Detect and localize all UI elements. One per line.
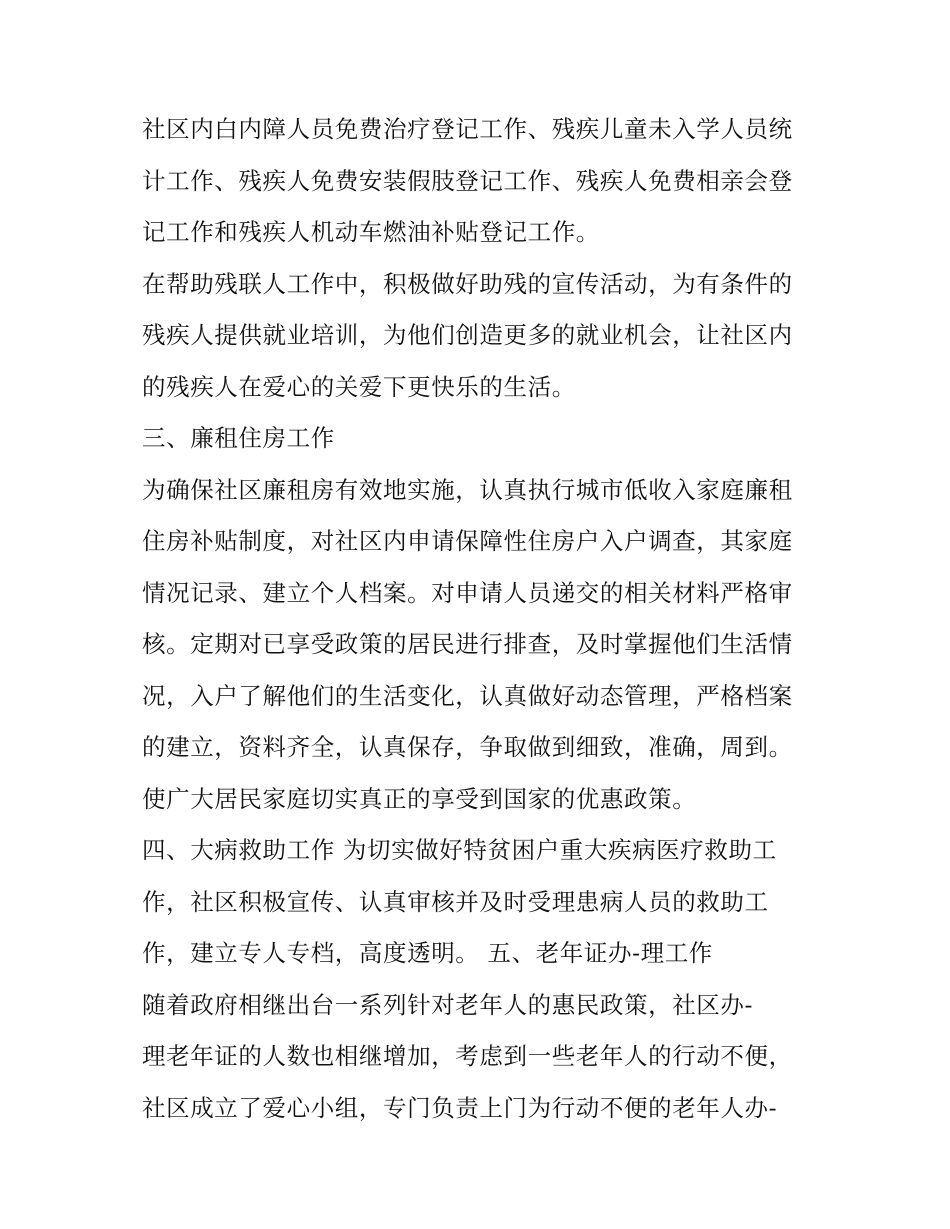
section-heading: 三、廉租住房工作 [142, 424, 335, 452]
text-line: 记工作和残疾人机动车燃油补贴登记工作。 [142, 218, 600, 246]
text-line: 况，入户了解他们的生活变化，认真做好动态管理，严格档案 [142, 681, 793, 710]
document-body [142, 104, 822, 1134]
text-line: 作，建立专人专档，高度透明。 五、老年证办-理工作 [142, 939, 713, 967]
text-line: 作，社区积极宣传、认真审核并及时受理患病人员的救助工 [142, 887, 769, 916]
text-line: 社区成立了爱心小组，专门负责上门为行动不便的老年人办- [142, 1093, 778, 1122]
text-line: 的建立，资料齐全，认真保存，争取做到细致，准确，周到。 [142, 733, 793, 761]
text-line: 社区内白内障人员免费治疗登记工作、残疾儿童未入学人员统 [142, 115, 793, 143]
text-line: 在帮助残联人工作中，积极做好助残的宣传活动，为有条件的 [142, 269, 793, 298]
text-line: 的残疾人在爱心的关爱下更快乐的生活。 [142, 372, 576, 401]
text-line: 使广大居民家庭切实真正的享受到国家的优惠政策。 [142, 784, 697, 813]
text-line: 理老年证的人数也相继增加，考虑到一些老年人的行动不便， [142, 1042, 793, 1070]
text-line: 住房补贴制度，对社区内申请保障性住房户入户调查，其家庭 [142, 527, 793, 555]
text-line: 为确保社区廉租房有效地实施，认真执行城市低收入家庭廉租 [142, 475, 793, 504]
text-line: 计工作、残疾人免费安装假肢登记工作、残疾人免费相亲会登 [142, 166, 793, 195]
text-line: 残疾人提供就业培训，为他们创造更多的就业机会，让社区内 [142, 321, 793, 349]
text-line: 核。定期对已享受政策的居民进行排查，及时掌握他们生活情 [142, 630, 793, 658]
text-line: 情况记录、建立个人档案。对申请人员递交的相关材料严格审 [142, 578, 793, 607]
text-line: 随着政府相继出台一系列针对老年人的惠民政策，社区办- [142, 990, 754, 1019]
text-line: 四、大病救助工作 为切实做好特贫困户重大疾病医疗救助工 [142, 836, 777, 864]
